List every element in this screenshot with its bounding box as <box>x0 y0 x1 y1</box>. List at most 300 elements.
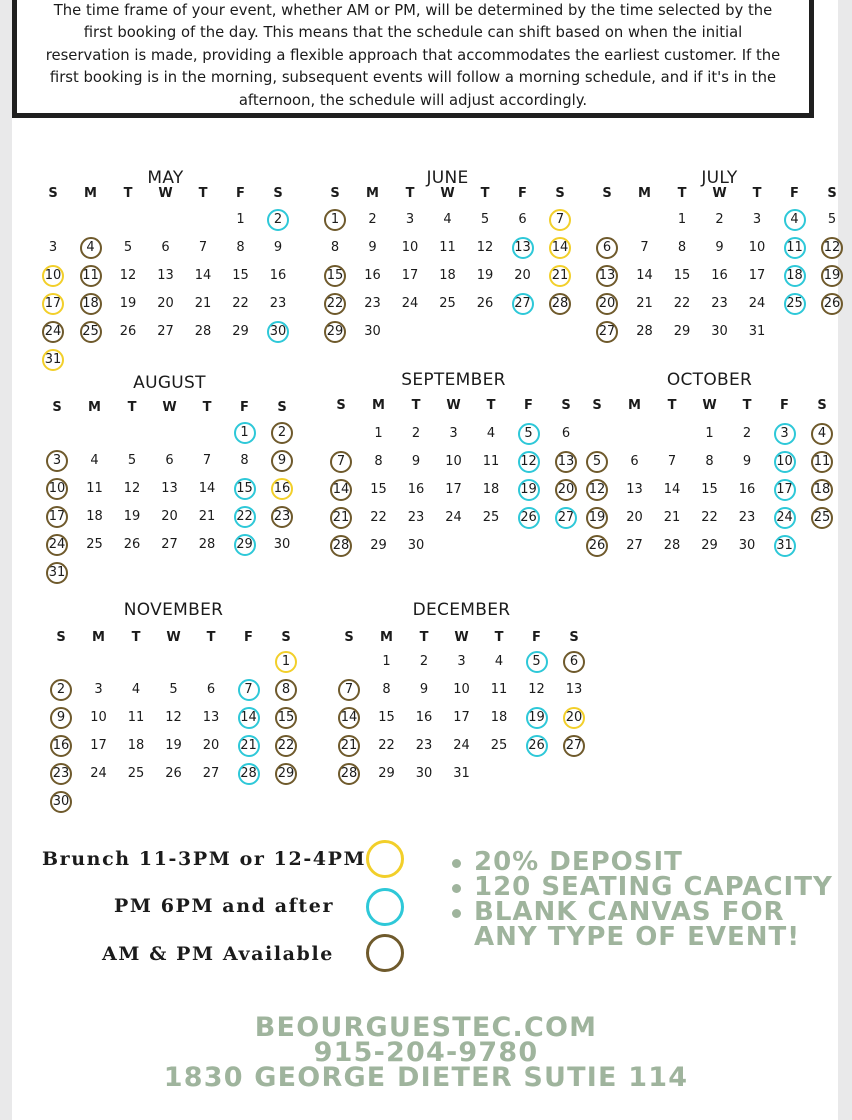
calendar-day-am-pm: 27 <box>559 734 589 758</box>
calendar-day: 12 <box>123 481 141 496</box>
calendar-day-am-pm: 10 <box>42 477 72 501</box>
month-title: JULY <box>701 168 738 188</box>
calendar-day-am-pm: 19 <box>582 506 612 530</box>
calendar-day: 7 <box>640 240 649 255</box>
calendar-day-am-pm: 20 <box>551 478 581 502</box>
calendar-day: 30 <box>407 538 425 553</box>
calendar-day: 11 <box>127 710 145 725</box>
calendar-day-pm: 31 <box>770 534 800 558</box>
weekday-header: T <box>131 630 141 645</box>
calendar-day-am-pm: 19 <box>817 264 847 288</box>
weekday-header: T <box>677 186 687 201</box>
address: 1830 GEORGE DIETER SUTIE 114 <box>163 1062 689 1093</box>
calendar-day-am-pm: 15 <box>271 706 301 730</box>
calendar-day-am-pm: 5 <box>582 450 612 474</box>
calendar-day: 16 <box>711 268 728 283</box>
calendar-day-am-pm: 29 <box>320 320 350 344</box>
calendar-day: 16 <box>269 268 287 283</box>
calendar-day: 14 <box>194 268 212 283</box>
calendar-day-am-pm: 28 <box>326 534 356 558</box>
calendar-day-am-pm: 29 <box>271 762 301 786</box>
calendar-day: 29 <box>370 538 387 553</box>
calendar-day: 9 <box>411 454 421 469</box>
weekday-header: W <box>162 400 177 415</box>
weekday-header: S <box>48 186 58 201</box>
weekday-header: W <box>166 630 181 645</box>
calendar-day: 9 <box>419 682 429 697</box>
calendar-day: 23 <box>738 510 756 525</box>
weekday-header: T <box>419 630 429 645</box>
calendar-day: 8 <box>236 240 245 255</box>
calendar-day-pm: 19 <box>522 706 552 730</box>
calendar-day: 30 <box>273 537 291 552</box>
feature-text: 120 SEATING CAPACITY <box>474 872 833 902</box>
weekday-header: W <box>158 186 173 201</box>
calendar-day: 14 <box>198 481 216 496</box>
calendar-day-am-pm: 18 <box>76 292 106 316</box>
calendar-day: 25 <box>127 766 145 781</box>
weekday-header: T <box>667 398 677 413</box>
calendar-day: 13 <box>565 682 583 697</box>
notice-line: The time frame of your event, whether AM or PM, will be determined by the time selected by the <box>53 2 773 19</box>
calendar-day: 21 <box>198 509 216 524</box>
calendar-day: 15 <box>232 268 249 283</box>
calendar-day-pm: 27 <box>508 292 538 316</box>
calendar-day: 6 <box>206 682 216 697</box>
calendar-day: 7 <box>202 453 212 468</box>
month-title: JUNE <box>426 168 469 188</box>
weekday-header: F <box>244 630 253 645</box>
notice-line: reservation is made, providing a flexible approach that accommodates the earliest customer. If the <box>45 46 781 64</box>
calendar-day-pm: 17 <box>770 478 800 502</box>
calendar-day-am-pm: 6 <box>592 236 622 260</box>
calendar-day-am-pm: 18 <box>807 478 837 502</box>
calendar-day: 6 <box>561 426 571 441</box>
weekday-header: M <box>366 186 379 201</box>
calendar-day-am-pm: 3 <box>42 449 72 473</box>
calendar-day: 2 <box>419 654 429 669</box>
calendar-day: 6 <box>161 240 170 255</box>
calendar-day: 4 <box>90 453 99 468</box>
weekday-header: F <box>240 400 249 415</box>
weekday-header: S <box>336 398 346 413</box>
calendar-day: 17 <box>401 268 419 283</box>
legend-label-brunch: Brunch 11-3PM or 12-4PM <box>42 848 367 870</box>
calendar-day-am-pm: 11 <box>807 450 837 474</box>
calendar-day: 5 <box>827 212 837 227</box>
calendar-day: 15 <box>378 710 395 725</box>
calendar-day: 24 <box>401 296 419 311</box>
calendar-day: 12 <box>119 268 137 283</box>
calendar-day: 17 <box>90 738 107 753</box>
calendar-day: 24 <box>445 510 462 525</box>
calendar-day: 18 <box>86 509 103 524</box>
time-frame-notice <box>12 0 814 118</box>
weekday-header: S <box>592 398 602 413</box>
calendar-day-am-pm: 21 <box>326 506 356 530</box>
calendar-day: 12 <box>165 710 182 725</box>
calendar-day: 4 <box>486 426 496 441</box>
weekday-header: W <box>440 186 455 201</box>
weekday-header: T <box>411 398 421 413</box>
phone-number: 915-204-9780 <box>313 1037 539 1068</box>
calendar-day-pm: 21 <box>234 734 264 758</box>
calendar-day-pm: 15 <box>230 477 260 501</box>
calendar-day-am-pm: 13 <box>551 450 581 474</box>
calendar-day-brunch: 20 <box>559 706 589 730</box>
calendar-day-am-pm: 26 <box>582 534 612 558</box>
weekday-header: W <box>702 398 717 413</box>
calendar-day: 28 <box>198 537 216 552</box>
calendar-day-am-pm: 1 <box>320 208 350 232</box>
calendar-day-pm: 5 <box>522 650 552 674</box>
calendar-day-am-pm: 28 <box>334 762 364 786</box>
calendar-day: 5 <box>123 240 133 255</box>
month-title: SEPTEMBER <box>401 370 506 390</box>
calendar-day: 20 <box>202 738 220 753</box>
calendar-day: 10 <box>90 710 107 725</box>
weekday-header: F <box>790 186 799 201</box>
calendar-day: 26 <box>119 324 137 339</box>
calendar-day: 6 <box>165 453 174 468</box>
weekday-header: F <box>524 398 533 413</box>
calendar-day-am-pm: 21 <box>334 734 364 758</box>
calendar-day: 10 <box>748 240 766 255</box>
weekday-header: S <box>569 630 579 645</box>
calendar-day-am-pm: 15 <box>320 264 350 288</box>
calendar-day: 20 <box>157 296 174 311</box>
calendar-day: 21 <box>636 296 653 311</box>
venue-features-list <box>450 847 833 952</box>
calendar-day: 26 <box>476 296 494 311</box>
weekday-header: F <box>518 186 527 201</box>
calendar-day: 22 <box>378 738 395 753</box>
calendar-day: 29 <box>673 324 691 339</box>
calendar-day: 22 <box>673 296 691 311</box>
month-title: OCTOBER <box>666 370 753 390</box>
calendar-day-am-pm: 2 <box>267 421 297 445</box>
notice-line: afternoon, the schedule will adjust accordingly. <box>238 91 588 109</box>
calendar-day: 25 <box>86 537 103 552</box>
weekday-header: S <box>52 400 62 415</box>
calendar-day: 23 <box>711 296 728 311</box>
calendar-day-pm: 30 <box>263 320 293 344</box>
calendar-day-brunch: 10 <box>38 264 68 288</box>
weekday-header: S <box>277 400 287 415</box>
weekday-header: T <box>123 186 133 201</box>
calendar-day-pm: 25 <box>780 292 810 316</box>
calendar-day: 10 <box>453 682 470 697</box>
calendar-day: 27 <box>161 537 178 552</box>
calendar-day: 30 <box>738 538 756 553</box>
calendar-day-am-pm: 9 <box>46 706 76 730</box>
month-title: MAY <box>147 168 184 188</box>
calendar-day: 17 <box>453 710 470 725</box>
weekday-header: M <box>92 630 105 645</box>
calendar-day-pm: 27 <box>551 506 581 530</box>
calendar-day-pm: 24 <box>770 506 800 530</box>
weekday-header: T <box>198 186 208 201</box>
calendar-day-pm: 22 <box>230 505 260 529</box>
weekday-header: M <box>380 630 393 645</box>
weekday-header: S <box>827 186 837 201</box>
calendar-day: 28 <box>663 538 681 553</box>
calendar-day: 3 <box>48 240 58 255</box>
calendar-day: 19 <box>476 268 494 283</box>
calendar-day: 5 <box>169 682 178 697</box>
calendar-day: 29 <box>701 538 718 553</box>
calendar-day-pm: 4 <box>780 208 810 232</box>
calendar-day: 7 <box>667 454 677 469</box>
calendar-day-am-pm: 6 <box>559 650 589 674</box>
calendar-day-am-pm: 20 <box>592 292 622 316</box>
calendar-day: 22 <box>370 510 387 525</box>
calendar-day: 18 <box>482 482 500 497</box>
calendar-day-am-pm: 22 <box>320 292 350 316</box>
calendar-day: 13 <box>626 482 643 497</box>
calendar-day-brunch: 21 <box>545 264 575 288</box>
calendar-day: 2 <box>411 426 421 441</box>
calendar-day-am-pm: 23 <box>267 505 297 529</box>
calendar-day: 8 <box>382 682 391 697</box>
calendar-day: 30 <box>364 324 381 339</box>
calendar-day: 16 <box>738 482 756 497</box>
calendar-day-am-pm: 22 <box>271 734 301 758</box>
calendar-day: 11 <box>86 481 103 496</box>
weekday-header: M <box>628 398 641 413</box>
calendar-day: 9 <box>715 240 724 255</box>
calendar-day: 1 <box>677 212 687 227</box>
calendar-day: 2 <box>715 212 724 227</box>
calendar-day-pm: 7 <box>234 678 264 702</box>
calendar-day-am-pm: 4 <box>76 236 106 260</box>
bullet-icon <box>452 909 461 918</box>
calendar-day: 13 <box>161 481 178 496</box>
notice-line: first booking is in the morning, subsequent events will follow a morning schedule, and if it's in the <box>49 69 777 87</box>
weekday-header: F <box>780 398 789 413</box>
weekday-header: S <box>561 398 571 413</box>
calendar-day: 1 <box>705 426 714 441</box>
month-title: DECEMBER <box>412 600 511 620</box>
calendar-day-am-pm: 7 <box>326 450 356 474</box>
calendar-day-am-pm: 11 <box>76 264 106 288</box>
calendar-day: 18 <box>490 710 508 725</box>
weekday-header: S <box>344 630 354 645</box>
calendar-day: 8 <box>677 240 687 255</box>
calendar-day: 11 <box>490 682 508 697</box>
weekday-header: F <box>532 630 541 645</box>
feature-text: 20% DEPOSIT <box>474 847 683 877</box>
calendar-day: 3 <box>449 426 458 441</box>
weekday-header: M <box>88 400 101 415</box>
calendar-day: 8 <box>330 240 340 255</box>
bullet-icon <box>452 884 461 893</box>
calendar-day: 17 <box>445 482 462 497</box>
calendar-day-am-pm: 2 <box>46 678 76 702</box>
calendar-day: 1 <box>236 212 245 227</box>
weekday-header: T <box>127 400 137 415</box>
calendar-day: 3 <box>94 682 103 697</box>
calendar-day-am-pm: 8 <box>271 678 301 702</box>
calendar-day: 23 <box>407 510 425 525</box>
calendar-day: 31 <box>748 324 766 339</box>
calendar-day: 4 <box>131 682 141 697</box>
calendar-day-am-pm: 9 <box>267 449 297 473</box>
calendar-day: 13 <box>157 268 174 283</box>
calendar-day-am-pm: 13 <box>592 264 622 288</box>
calendar-day: 29 <box>232 324 249 339</box>
weekday-header: T <box>206 630 216 645</box>
feature-item <box>450 922 833 952</box>
weekday-header: S <box>817 398 827 413</box>
calendar-day: 6 <box>630 454 639 469</box>
calendar-day: 9 <box>273 240 283 255</box>
weekday-header: W <box>712 186 727 201</box>
calendar-day: 7 <box>198 240 208 255</box>
calendar-day-am-pm: 28 <box>545 292 575 316</box>
calendar-day: 9 <box>742 454 752 469</box>
calendar-day: 10 <box>401 240 419 255</box>
calendar-day-am-pm: 12 <box>817 236 847 260</box>
calendar-day-am-pm: 12 <box>582 478 612 502</box>
calendar-day-pm: 28 <box>234 762 264 786</box>
calendar-day: 11 <box>439 240 456 255</box>
calendar-day: 6 <box>518 212 527 227</box>
calendar-day: 18 <box>439 268 456 283</box>
calendar-day-am-pm: 4 <box>807 422 837 446</box>
calendar-day: 10 <box>445 454 462 469</box>
legend-label-pm: PM 6PM and after <box>114 895 335 917</box>
calendar-day: 24 <box>90 766 107 781</box>
calendar-day: 2 <box>368 212 377 227</box>
calendar-day: 16 <box>364 268 381 283</box>
weekday-header: T <box>742 398 752 413</box>
calendar-day: 28 <box>636 324 653 339</box>
calendar-day-am-pm: 27 <box>592 320 622 344</box>
calendar-day-pm: 26 <box>514 506 544 530</box>
calendar-day-am-pm: 7 <box>334 678 364 702</box>
calendar-day: 26 <box>123 537 141 552</box>
calendar-day-brunch: 7 <box>545 208 575 232</box>
calendar-day-pm: 29 <box>230 533 260 557</box>
calendar-day: 19 <box>119 296 137 311</box>
calendar-day: 12 <box>476 240 494 255</box>
calendar-day: 27 <box>157 324 174 339</box>
calendar-day: 13 <box>202 710 220 725</box>
calendar-day: 5 <box>127 453 137 468</box>
calendar-day: 20 <box>161 509 178 524</box>
calendar-day-am-pm: 26 <box>817 292 847 316</box>
weekday-header: T <box>752 186 762 201</box>
calendar-day: 23 <box>415 738 433 753</box>
calendar-day: 14 <box>636 268 653 283</box>
feature-text: BLANK CANVAS FOR <box>474 897 785 927</box>
calendar-day-pm: 13 <box>508 236 538 260</box>
calendar-day: 2 <box>742 426 752 441</box>
calendar-day: 11 <box>482 454 500 469</box>
calendar-day: 26 <box>165 766 182 781</box>
month-title: NOVEMBER <box>123 600 224 620</box>
bullet-icon <box>452 859 461 868</box>
weekday-header: W <box>454 630 469 645</box>
weekday-header: W <box>446 398 461 413</box>
legend-label-ampm: AM & PM Available <box>102 943 334 965</box>
calendar-day: 8 <box>374 454 383 469</box>
weekday-header: T <box>480 186 490 201</box>
calendar-day: 25 <box>439 296 456 311</box>
calendar-day-am-pm: 14 <box>326 478 356 502</box>
calendar-day: 28 <box>194 324 212 339</box>
calendar-day: 15 <box>673 268 691 283</box>
calendar-day: 16 <box>407 482 425 497</box>
calendar-day: 17 <box>748 268 766 283</box>
feature-text: ANY TYPE OF EVENT! <box>474 922 801 952</box>
calendar-day-pm: 14 <box>234 706 264 730</box>
calendar-day: 16 <box>415 710 433 725</box>
calendar-day: 25 <box>482 510 500 525</box>
calendar-day-brunch: 31 <box>38 348 68 372</box>
calendar-day: 29 <box>378 766 395 781</box>
calendar-day-am-pm: 25 <box>807 506 837 530</box>
calendar-day-pm: 19 <box>514 478 544 502</box>
calendar-day: 27 <box>626 538 643 553</box>
calendar-day-pm: 3 <box>770 422 800 446</box>
notice-line: first booking of the day. This means that the schedule can shift based on when the initial <box>83 24 743 42</box>
calendar-day-pm: 10 <box>770 450 800 474</box>
calendar-day: 21 <box>194 296 212 311</box>
calendar-day: 15 <box>370 482 387 497</box>
calendar-day: 4 <box>494 654 504 669</box>
legend-circle-ampm <box>366 934 404 972</box>
calendar-day: 3 <box>405 212 415 227</box>
calendar-day-am-pm: 14 <box>334 706 364 730</box>
calendar-day: 31 <box>453 766 470 781</box>
weekday-header: S <box>56 630 66 645</box>
calendar-day-am-pm: 23 <box>46 762 76 786</box>
calendar-day: 24 <box>453 738 470 753</box>
calendar-day: 5 <box>480 212 490 227</box>
calendar-day: 24 <box>748 296 766 311</box>
calendar-day: 15 <box>701 482 718 497</box>
calendar-day: 8 <box>240 453 249 468</box>
calendar-day: 14 <box>663 482 681 497</box>
calendar-day-pm: 18 <box>780 264 810 288</box>
calendar-day-pm: 5 <box>514 422 544 446</box>
weekday-header: S <box>602 186 612 201</box>
legend-circle-pm <box>366 888 404 926</box>
calendar-day: 25 <box>490 738 508 753</box>
weekday-header: T <box>486 398 496 413</box>
calendar-day: 20 <box>626 510 643 525</box>
weekday-header: M <box>84 186 97 201</box>
calendar-day-brunch: 17 <box>38 292 68 316</box>
calendar-day: 1 <box>382 654 391 669</box>
calendar-day: 9 <box>368 240 377 255</box>
calendar-day: 22 <box>232 296 249 311</box>
calendar-day-pm: 26 <box>522 734 552 758</box>
calendar-day: 22 <box>701 510 718 525</box>
calendar-day: 30 <box>415 766 433 781</box>
calendar-day: 4 <box>443 212 452 227</box>
weekday-header: M <box>638 186 651 201</box>
calendar-day: 3 <box>752 212 762 227</box>
month-title: AUGUST <box>133 373 206 393</box>
calendar-day-brunch: 14 <box>545 236 575 260</box>
calendar-day-pm: 11 <box>780 236 810 260</box>
calendar-day-am-pm: 30 <box>46 790 76 814</box>
weekday-header: F <box>236 186 245 201</box>
calendar-day-pm: 2 <box>263 208 293 232</box>
